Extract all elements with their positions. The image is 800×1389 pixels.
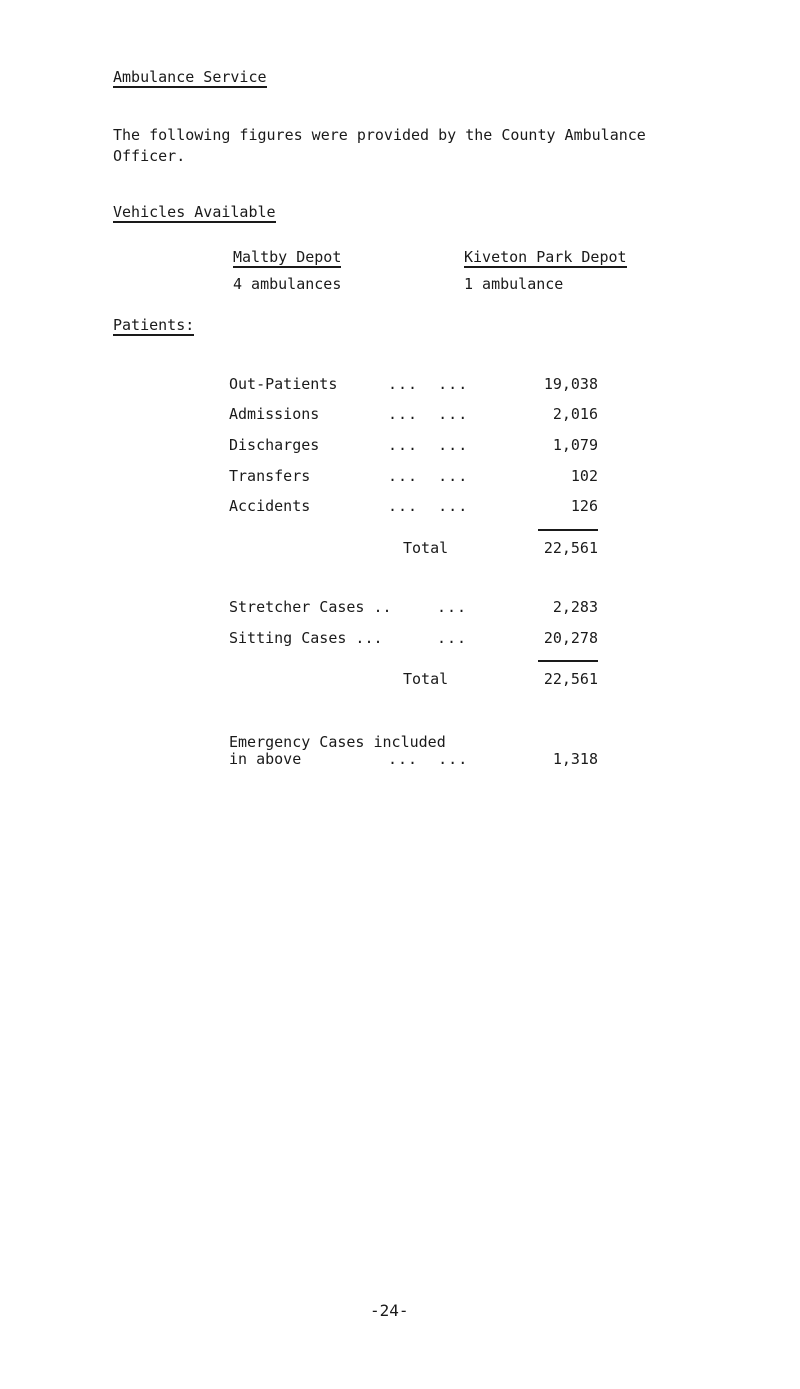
case-total-label: Total bbox=[403, 670, 449, 688]
total-rule bbox=[538, 529, 598, 531]
emergency-value: 1,318 bbox=[552, 750, 598, 768]
row-label-accidents: Accidents bbox=[229, 497, 311, 515]
row-dots: ... ... bbox=[388, 497, 469, 515]
patients-heading: Patients: bbox=[113, 316, 195, 334]
row-dots: ... bbox=[437, 598, 468, 616]
row-value-out-patients: 19,038 bbox=[543, 375, 598, 393]
emergency-line-2: in above bbox=[229, 750, 302, 768]
total-value: 22,561 bbox=[543, 539, 598, 557]
row-label-discharges: Discharges bbox=[229, 436, 320, 454]
row-label-admissions: Admissions bbox=[229, 405, 320, 423]
row-label-stretcher-cases: Stretcher Cases .. bbox=[229, 598, 392, 616]
depot-maltby-count: 4 ambulances bbox=[233, 275, 342, 293]
row-dots: ... ... bbox=[388, 375, 469, 393]
case-total-rule bbox=[538, 660, 598, 662]
intro-line-1: The following figures were provided by the County Ambulance bbox=[113, 126, 646, 144]
row-dots: ... ... bbox=[388, 405, 469, 423]
row-value-accidents: 126 bbox=[570, 497, 598, 515]
intro-line-2: Officer. bbox=[113, 147, 186, 165]
row-label-transfers: Transfers bbox=[229, 467, 311, 485]
page-title: Ambulance Service bbox=[113, 68, 267, 86]
row-label-out-patients: Out-Patients bbox=[229, 375, 338, 393]
total-label: Total bbox=[403, 539, 449, 557]
emergency-line-1: Emergency Cases included bbox=[229, 733, 446, 751]
depot-kiveton-count: 1 ambulance bbox=[464, 275, 564, 293]
row-dots: ... ... bbox=[388, 467, 469, 485]
row-value-discharges: 1,079 bbox=[552, 436, 598, 454]
row-value-transfers: 102 bbox=[570, 467, 598, 485]
row-dots: ... ... bbox=[388, 436, 469, 454]
vehicles-heading: Vehicles Available bbox=[113, 203, 276, 221]
row-value-admissions: 2,016 bbox=[552, 405, 598, 423]
depot-kiveton-name: Kiveton Park Depot bbox=[464, 248, 627, 266]
row-dots: ... bbox=[437, 629, 468, 647]
row-value-stretcher-cases: 2,283 bbox=[552, 598, 598, 616]
page-number: -24- bbox=[370, 1301, 409, 1320]
row-dots: ... ... bbox=[388, 750, 469, 768]
case-total-value: 22,561 bbox=[543, 670, 598, 688]
depot-maltby-name: Maltby Depot bbox=[233, 248, 342, 266]
row-label-sitting-cases: Sitting Cases ... bbox=[229, 629, 383, 647]
row-value-sitting-cases: 20,278 bbox=[543, 629, 598, 647]
